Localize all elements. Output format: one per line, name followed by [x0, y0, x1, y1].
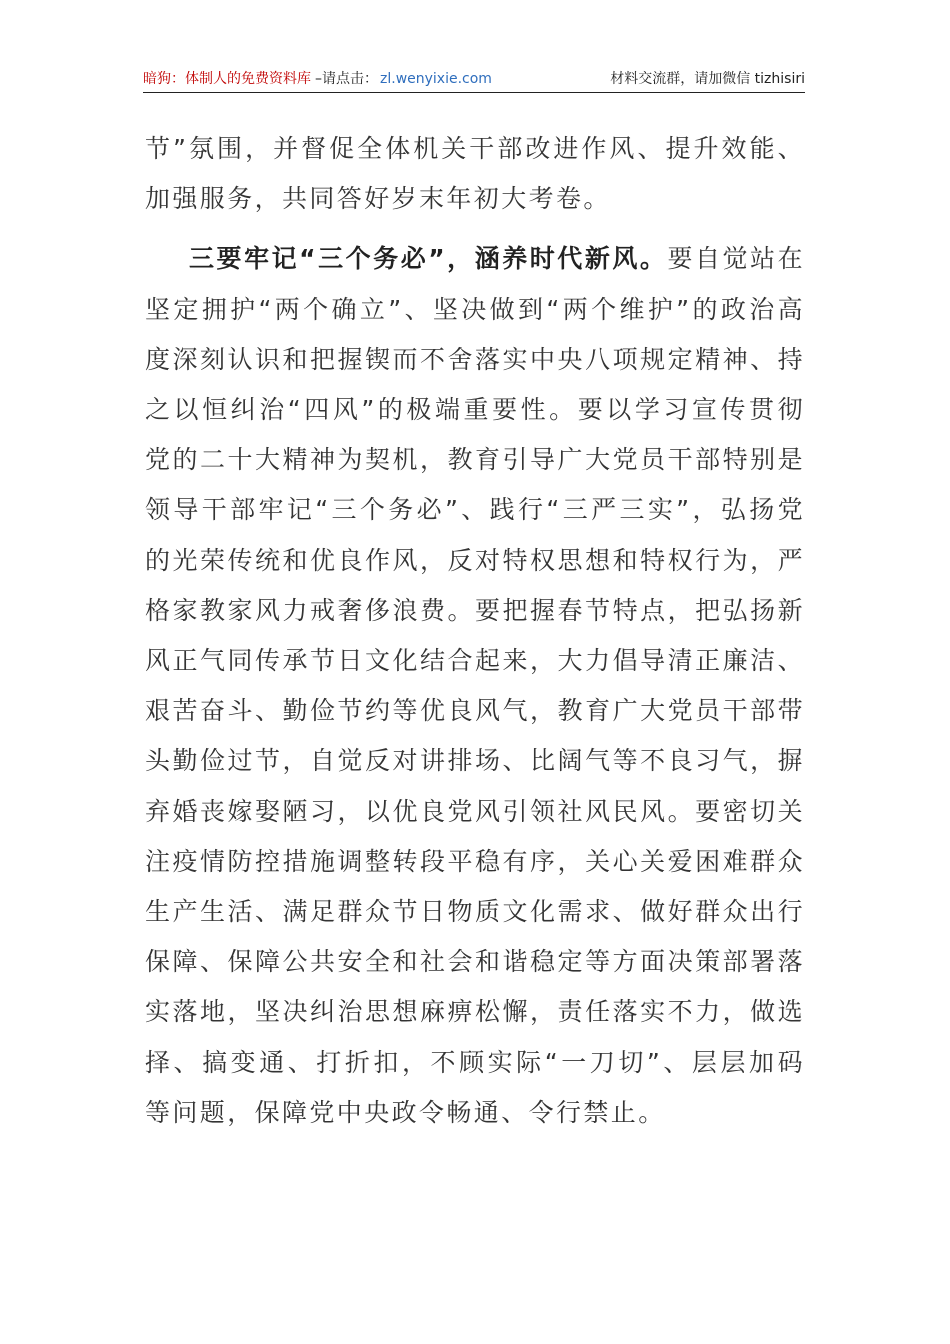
document-body	[145, 124, 805, 1138]
header-left	[143, 66, 492, 92]
paragraph-text: 节”氛围，并督促全体机关干部改进作风、提升效能、加强服务，共同答好岁末年初大考卷。	[145, 134, 805, 214]
header-brand: 暗狗：体制人的免费资料库	[143, 71, 311, 87]
paragraph-text: 要自觉站在坚定拥护“两个确立”、坚决做到“两个维护”的政治高度深刻认识和把握锲而不舍落实中央八项规定精神、持之以恒纠治“四风”的极端重要性。要以学习宣传贯彻党的二十大精神为契机，教育引导广大党员干部特别是领导干部牢记“三个务必”、践行“三严三实”，弘扬党的光荣传统和优良作风，反对特权思想和特权行为，严格家教家风力戒奢侈浪费。要把握春节特点，把弘扬新风正气同传承节日文化结合起来，大力倡导清正廉洁、艰苦奋斗、勤俭节约等优良风气，教育广大党员干部带头勤俭过节，自觉反对讲排场、比阔气等不良习气，摒弃婚丧嫁娶陋习，以优良党风引领社风民风。要密切关注疫情防控措施调整转段平稳有序，关心关爱困难群众生产生活、满足群众节日物质文化需求、做好群众出行保障、保障公共安全和社会和谐稳定等方面决策部署落实落地，坚决纠治思想麻痹松懈，责任落实不力，做选择、搞变通、打折扣，不顾实际“一刀切”、层层加码等问题，保障党中央政令畅通、令行禁止。	[145, 244, 805, 1127]
page-header	[143, 66, 805, 93]
paragraph-continued	[145, 124, 805, 224]
header-click-prompt: –请点击：	[315, 71, 378, 87]
section-heading: 三要牢记“三个务必”，涵养时代新风。	[189, 244, 668, 274]
paragraph-section-three	[145, 234, 805, 1138]
header-url-link[interactable]: zl.wenyixie.com	[380, 71, 492, 87]
header-contact: 材料交流群，请加微信 tizhisiri	[610, 71, 805, 87]
